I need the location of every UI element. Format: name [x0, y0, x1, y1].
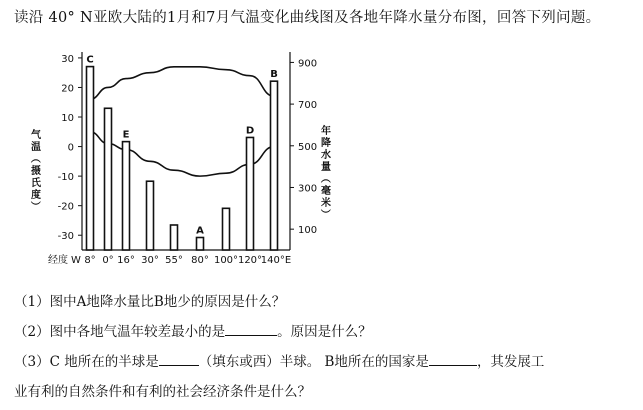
climate-chart [0, 38, 360, 270]
x-tick-label: W [71, 255, 81, 266]
x-tick-label: 140°E [260, 255, 292, 266]
x-tick-label: 0° [102, 255, 114, 266]
axis-title-char: （ [319, 173, 330, 183]
answer-blank-3a[interactable] [159, 353, 199, 366]
answer-blank-3b[interactable] [429, 353, 477, 366]
precip-bar [123, 142, 130, 250]
right-tick-label: 300 [298, 183, 318, 195]
x-tick-label: 100° [213, 255, 239, 266]
precip-bar [147, 181, 154, 250]
x-tick-label: 16° [117, 255, 135, 266]
left-tick-label: 0 [67, 142, 74, 154]
question-3-part-c: ，其发展工 [476, 354, 545, 370]
left-tick-label: 30 [61, 53, 74, 65]
station-label: E [122, 129, 130, 141]
x-tick-label: 55° [165, 255, 183, 266]
x-tick-label: 120° [237, 255, 263, 266]
axis-title-char: ） [29, 201, 40, 211]
right-tick-label: 700 [298, 100, 318, 112]
axis-title-char: 度 [31, 190, 41, 201]
axis-title-char: 氏 [31, 178, 41, 189]
axis-title-char: 降 [321, 138, 331, 149]
right-tick-label: 100 [298, 225, 318, 237]
left-tick-label: 20 [61, 83, 74, 95]
precipitation-bars [87, 67, 278, 250]
left-tick-label: -20 [57, 201, 74, 213]
x-tick-label: 30° [141, 255, 159, 266]
left-axis-title [29, 128, 42, 211]
question-3-continued: 业有利的自然条件和有利的社会经济条件是什么？ [14, 384, 311, 400]
axis-title-char: 米 [321, 198, 331, 209]
question-3-part-b: （填东或西）半球。 B地所在的国家是 [198, 354, 429, 370]
station-label: B [270, 69, 278, 81]
right-axis-title [319, 124, 332, 219]
left-tick-label: -30 [57, 231, 74, 243]
axis-title-char: 温 [31, 142, 41, 153]
precip-bar [171, 225, 178, 250]
right-tick-label: 500 [298, 141, 318, 153]
precip-bar [247, 137, 254, 250]
left-tick-label: -10 [57, 172, 74, 184]
right-tick-label: 900 [298, 58, 318, 70]
question-3 [14, 350, 544, 370]
precip-bar [197, 237, 204, 250]
axis-title-char: 摄 [31, 166, 41, 177]
station-label: D [245, 125, 255, 137]
x-axis-title: 经度 [48, 255, 68, 266]
question-2-text: （2）图中各地气温年较差最小的是 [14, 324, 226, 340]
station-label: A [196, 225, 204, 237]
chart-labels [29, 54, 332, 266]
question-2 [14, 320, 372, 340]
axis-title-char: 量 [321, 162, 331, 173]
question-3-part-a: （3）C 地所在的半球是 [14, 354, 159, 370]
left-tick-label: 10 [61, 113, 74, 125]
axis-title-char: 毫 [321, 186, 331, 197]
x-tick-label: 8° [84, 255, 96, 266]
axis-title-char: （ [29, 153, 40, 163]
precip-bar [87, 67, 94, 250]
precip-bar [271, 81, 278, 250]
question-2-tail: 。原因是什么？ [277, 324, 372, 340]
question-intro: 读沿 40° N亚欧大陆的1月和7月气温变化曲线图及各地年降水量分布图，回答下列问题。 [14, 10, 601, 26]
july-temp-curve [90, 67, 274, 100]
precip-bar [223, 208, 230, 250]
x-tick-label: 80° [191, 255, 209, 266]
axis-title-char: 气 [31, 130, 41, 141]
answer-blank-2[interactable] [225, 323, 277, 336]
axis-title-char: 年 [321, 126, 331, 137]
question-1: （1）图中A地降水量比B地少的原因是什么？ [14, 294, 286, 310]
precip-bar [105, 108, 112, 250]
station-label: C [86, 54, 94, 66]
axis-title-char: ） [319, 209, 330, 219]
axis-title-char: 水 [321, 150, 331, 161]
